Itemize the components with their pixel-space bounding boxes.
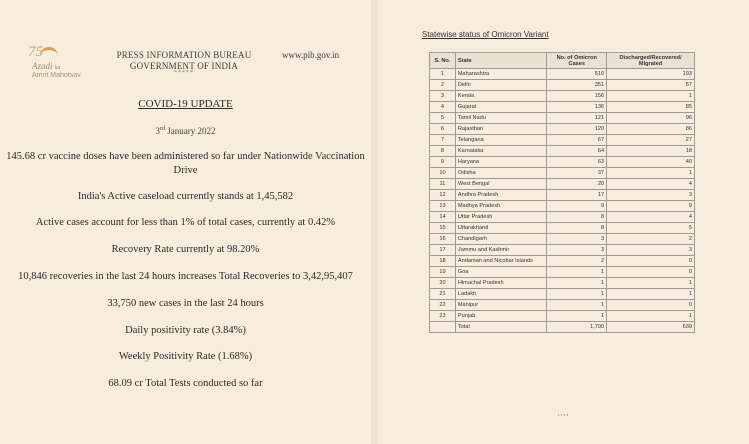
row-sno: 8 <box>430 146 456 157</box>
row-discharged: 5 <box>607 223 695 234</box>
row-discharged: 3 <box>607 245 695 256</box>
vaccine-doses-line: 145.68 cr vaccine doses have been administered so far under Nationwide Vaccination Drive <box>6 151 365 176</box>
row-cases: 1 <box>547 278 607 289</box>
row-sno: 12 <box>430 190 456 201</box>
row-state: Tamil Nadu <box>455 113 547 124</box>
header-sno: S. No. <box>430 53 456 69</box>
row-state: Gujarat <box>455 102 547 113</box>
org-name <box>112 50 256 72</box>
row-cases: 136 <box>547 102 607 113</box>
omicron-table-caption: Statewise status of Omicron Variant <box>422 30 549 39</box>
row-discharged: 1 <box>607 91 695 102</box>
row-state: Goa <box>455 267 547 278</box>
row-state: Uttar Pradesh <box>455 212 547 223</box>
table-row <box>430 201 695 212</box>
weekly-positivity-line: Weekly Positivity Rate (1.68%) <box>118 351 253 362</box>
row-sno: 7 <box>430 135 456 146</box>
row-discharged: 2 <box>607 234 695 245</box>
recovery-rate-line: Recovery Rate currently at 98.20% <box>111 244 260 255</box>
row-sno: 4 <box>430 102 456 113</box>
table-total-row <box>430 322 695 333</box>
header-cases: No. of Omicron Cases <box>547 53 607 69</box>
row-sno: 23 <box>430 311 456 322</box>
row-discharged: 96 <box>607 113 695 124</box>
recoveries-line: 10,846 recoveries in the last 24 hours increases Total Recoveries to 3,42,95,407 <box>18 271 353 282</box>
row-sno <box>430 322 456 333</box>
row-state: Karnataka <box>455 146 547 157</box>
row-cases: 63 <box>547 157 607 168</box>
row-state: Himachal Pradesh <box>455 278 547 289</box>
row-cases: 17 <box>547 190 607 201</box>
row-discharged: 4 <box>607 179 695 190</box>
row-cases: 8 <box>547 223 607 234</box>
row-discharged: 3 <box>607 190 695 201</box>
row-state: Andaman and Nicobar Islands <box>455 256 547 267</box>
row-sno: 10 <box>430 168 456 179</box>
page-footer-stars: **** <box>557 414 570 420</box>
row-discharged: 85 <box>607 102 695 113</box>
row-discharged: 0 <box>607 267 695 278</box>
press-release-page-2 <box>378 0 749 444</box>
update-title: COVID-19 UPDATE <box>138 98 233 110</box>
row-sno: 22 <box>430 300 456 311</box>
row-discharged: 57 <box>607 80 695 91</box>
row-sno: 14 <box>430 212 456 223</box>
row-sno: 13 <box>430 201 456 212</box>
row-discharged: 27 <box>607 135 695 146</box>
table-row <box>430 212 695 223</box>
header-discharged: Discharged/Recovered/ Migrated <box>607 53 695 69</box>
row-cases: 156 <box>547 91 607 102</box>
row-cases: 1,700 <box>547 322 607 333</box>
row-cases: 510 <box>547 69 607 80</box>
table-row <box>430 223 695 234</box>
azadi-ka-amrit-mahotsav-logo: 75 Azadi ka Amrit Mahotsav <box>28 44 81 79</box>
row-sno: 2 <box>430 80 456 91</box>
row-sno: 3 <box>430 91 456 102</box>
row-discharged: 639 <box>607 322 695 333</box>
row-cases: 64 <box>547 146 607 157</box>
row-cases: 9 <box>547 201 607 212</box>
new-cases-line: 33,750 new cases in the last 24 hours <box>107 298 264 309</box>
org-line-2: GOVERNMENT OF INDIA <box>129 61 239 71</box>
table-row <box>430 113 695 124</box>
row-discharged: 4 <box>607 212 695 223</box>
table-header-row <box>430 53 695 69</box>
table-row <box>430 234 695 245</box>
row-discharged: 0 <box>607 300 695 311</box>
table-row <box>430 190 695 201</box>
row-cases: 351 <box>547 80 607 91</box>
row-discharged: 193 <box>607 69 695 80</box>
row-state: Maharashtra <box>455 69 547 80</box>
table-row <box>430 91 695 102</box>
table-row <box>430 146 695 157</box>
table-row <box>430 256 695 267</box>
row-cases: 1 <box>547 311 607 322</box>
row-cases: 120 <box>547 124 607 135</box>
active-caseload-line: India's Active caseload currently stands at 1,45,582 <box>77 191 294 202</box>
row-state: Delhi <box>455 80 547 91</box>
row-state: Ladakh <box>455 289 547 300</box>
row-state: Andhra Pradesh <box>455 190 547 201</box>
row-cases: 2 <box>547 256 607 267</box>
row-sno: 21 <box>430 289 456 300</box>
website-link[interactable]: www.pib.gov.in <box>282 50 340 60</box>
row-state: Odisha <box>455 168 547 179</box>
row-sno: 15 <box>430 223 456 234</box>
row-cases: 20 <box>547 179 607 190</box>
row-state: Uttarakhand <box>455 223 547 234</box>
row-sno: 18 <box>430 256 456 267</box>
row-discharged: 9 <box>607 201 695 212</box>
row-sno: 16 <box>430 234 456 245</box>
row-state: Haryana <box>455 157 547 168</box>
table-row <box>430 278 695 289</box>
total-tests-line: 68.09 cr Total Tests conducted so far <box>108 378 263 389</box>
active-cases-share-line: Active cases account for less than 1% of total cases, currently at 0.42% <box>35 217 336 228</box>
row-state: Madhya Pradesh <box>455 201 547 212</box>
row-discharged: 1 <box>607 289 695 300</box>
row-sno: 20 <box>430 278 456 289</box>
row-discharged: 1 <box>607 168 695 179</box>
row-state: Punjab <box>455 311 547 322</box>
row-discharged: 40 <box>607 157 695 168</box>
row-state: Telangana <box>455 135 547 146</box>
row-cases: 3 <box>547 245 607 256</box>
row-state: Jammu and Kashmir <box>455 245 547 256</box>
table-row <box>430 289 695 300</box>
row-cases: 67 <box>547 135 607 146</box>
row-sno: 1 <box>430 69 456 80</box>
table-row <box>430 168 695 179</box>
table-row <box>430 267 695 278</box>
press-release-page-1 <box>0 0 371 444</box>
row-sno: 11 <box>430 179 456 190</box>
row-discharged: 0 <box>607 256 695 267</box>
table-row <box>430 69 695 80</box>
row-sno: 9 <box>430 157 456 168</box>
row-discharged: 1 <box>607 278 695 289</box>
row-state: Rajasthan <box>455 124 547 135</box>
table-row <box>430 179 695 190</box>
row-cases: 121 <box>547 113 607 124</box>
table-row <box>430 124 695 135</box>
row-cases: 8 <box>547 212 607 223</box>
org-line-1: PRESS INFORMATION BUREAU <box>116 50 252 60</box>
row-discharged: 1 <box>607 311 695 322</box>
row-cases: 1 <box>547 267 607 278</box>
row-state: Manipur <box>455 300 547 311</box>
row-state: Total <box>455 322 547 333</box>
table-row <box>430 311 695 322</box>
row-sno: 17 <box>430 245 456 256</box>
row-sno: 5 <box>430 113 456 124</box>
row-cases: 1 <box>547 300 607 311</box>
row-sno: 19 <box>430 267 456 278</box>
row-cases: 37 <box>547 168 607 179</box>
row-state: West Bengal <box>455 179 547 190</box>
release-date: 3rd January 2022 <box>155 126 216 136</box>
row-discharged: 18 <box>607 146 695 157</box>
table-row <box>430 135 695 146</box>
table-row <box>430 157 695 168</box>
table-row <box>430 80 695 91</box>
row-sno: 6 <box>430 124 456 135</box>
table-row <box>430 300 695 311</box>
row-cases: 1 <box>547 289 607 300</box>
row-state: Chandigarh <box>455 234 547 245</box>
header-state: State <box>455 53 547 69</box>
row-cases: 3 <box>547 234 607 245</box>
daily-positivity-line: Daily positivity rate (3.84%) <box>125 325 246 336</box>
table-row <box>430 245 695 256</box>
omicron-statewise-table <box>429 52 695 333</box>
row-discharged: 86 <box>607 124 695 135</box>
header-stars: ***** <box>174 70 194 76</box>
row-state: Kerala <box>455 91 547 102</box>
table-row <box>430 102 695 113</box>
